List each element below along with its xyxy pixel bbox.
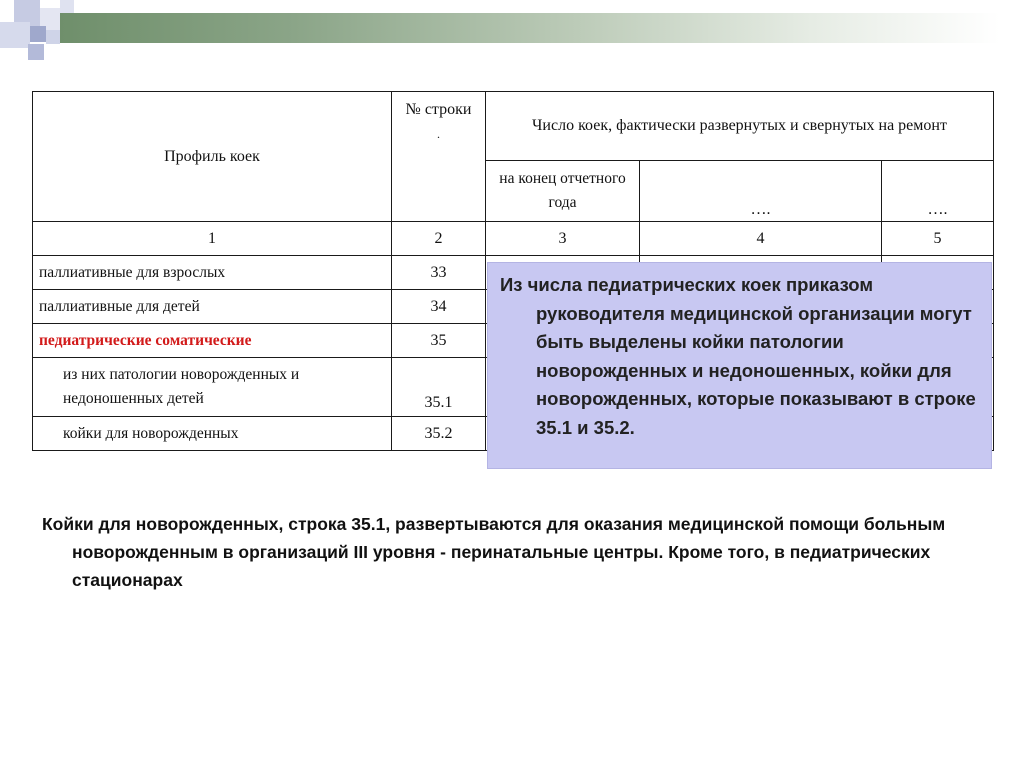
decor-square bbox=[0, 22, 30, 48]
callout-text-rest: руководителя медицинской организации могут быть выделены койки патологии новорожденных и недоношенных, койки для новорожденных, которые показывают в строке 35.1 и 35.2. bbox=[536, 302, 976, 438]
header-row-number-dot: . bbox=[437, 127, 440, 141]
row-label-highlighted: педиатрические соматические bbox=[33, 324, 392, 358]
header-row-number bbox=[392, 92, 486, 222]
column-numbers-row bbox=[33, 222, 994, 256]
header-col4-text: …. bbox=[750, 201, 771, 218]
decor-square bbox=[46, 30, 60, 44]
decor-square bbox=[30, 26, 46, 42]
row-label: паллиативные для детей bbox=[33, 290, 392, 324]
column-number: 3 bbox=[486, 222, 640, 256]
header-col4 bbox=[640, 161, 882, 222]
header-profile-text: Профиль коек bbox=[164, 147, 260, 165]
table-header-row bbox=[33, 92, 994, 161]
row-number: 33 bbox=[392, 256, 486, 290]
decor-square bbox=[28, 44, 44, 60]
decor-square bbox=[60, 0, 74, 14]
row-number: 35.2 bbox=[392, 417, 486, 451]
header-end-of-year-text: на конец отчетного года bbox=[499, 170, 626, 211]
callout-text-line1: Из числа педиатрических коек приказом bbox=[500, 274, 874, 295]
header-profile bbox=[33, 92, 392, 222]
column-number: 5 bbox=[882, 222, 994, 256]
row-label: из них патологии новорожденных и недоношенных детей bbox=[33, 358, 392, 417]
header-col5-text: …. bbox=[927, 201, 948, 218]
header-group bbox=[486, 92, 994, 161]
column-number: 2 bbox=[392, 222, 486, 256]
row-number: 35.1 bbox=[392, 358, 486, 417]
row-label: паллиативные для взрослых bbox=[33, 256, 392, 290]
header-gradient-bar bbox=[60, 13, 1000, 43]
header-row-number-text: № строки bbox=[405, 101, 472, 118]
callout-box bbox=[487, 262, 992, 469]
column-number: 4 bbox=[640, 222, 882, 256]
bottom-note: Койки для новорожденных, строка 35.1, развертываются для оказания медицинской помощи больным новорожденным в организаций III уровня - перинатальные центры. Кроме того, в педиатрических стационарах bbox=[42, 514, 946, 590]
row-number: 34 bbox=[392, 290, 486, 324]
header-group-text: Число коек, фактически развернутых и свернутых на ремонт bbox=[532, 117, 947, 134]
header-col5 bbox=[882, 161, 994, 222]
row-label: койки для новорожденных bbox=[33, 417, 392, 451]
column-number: 1 bbox=[33, 222, 392, 256]
row-number: 35 bbox=[392, 324, 486, 358]
header-end-of-year bbox=[486, 161, 640, 222]
